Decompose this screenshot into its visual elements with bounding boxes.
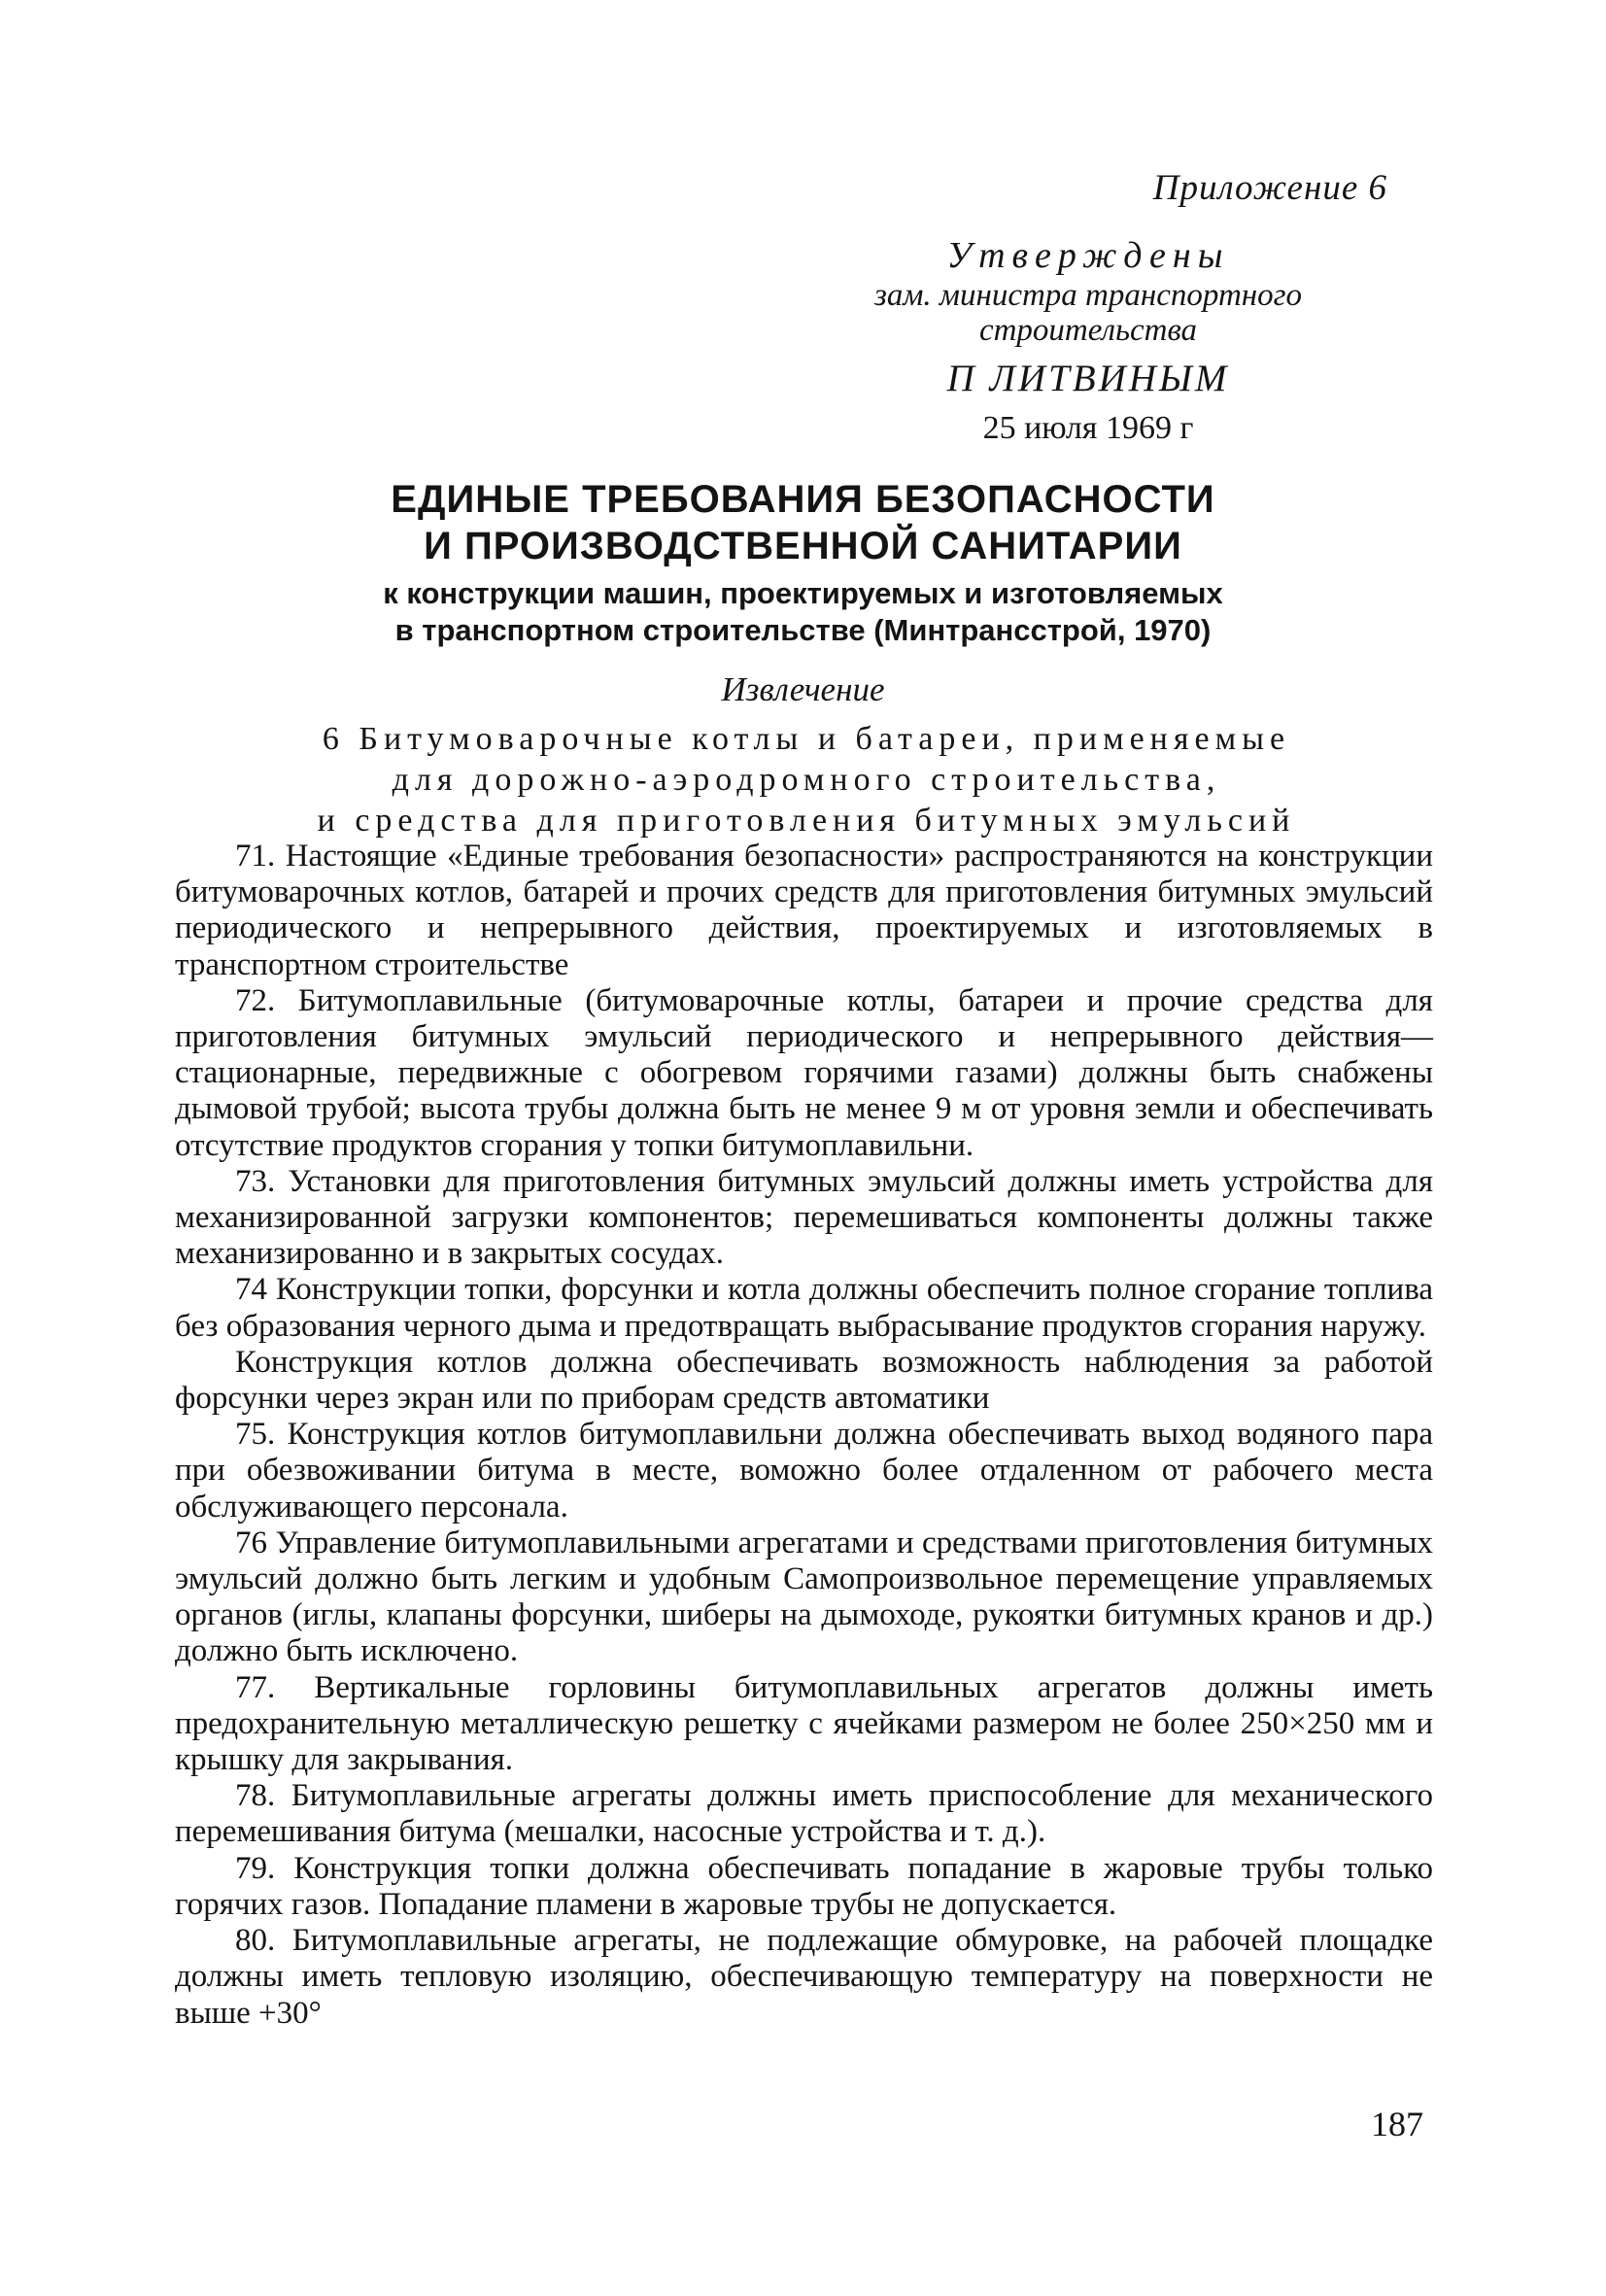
section-heading (170, 719, 1443, 841)
approver-position: зам. министра транспортного (873, 278, 1303, 313)
paragraph-71: 71. Настоящие «Единые требования безопасности» распространяются на конструкции битумоварочных котлов, батарей и прочих средств для приготовления битумных эмульсий периодического и непрерывного действия, проектируемых и изготовляемых в транспортном строительстве (175, 839, 1433, 982)
approver-name: П ЛИТВИНЫМ (946, 358, 1230, 399)
extract-label: Извлечение (721, 670, 885, 708)
section-heading-line-1: 6 Битумоварочные котлы и батареи, применяемые (322, 721, 1291, 757)
title-line-1: ЕДИНЫЕ ТРЕБОВАНИЯ БЕЗОПАСНОСТИ (391, 478, 1215, 521)
title-line-2: И ПРОИЗВОДСТВЕННОЙ САНИТАРИИ (424, 525, 1182, 567)
approver-ministry: строительства (978, 313, 1198, 348)
body-text (175, 839, 1433, 2032)
appendix-label: Приложение 6 (1152, 168, 1387, 208)
section-heading-line-3: и средства для приготовления битумных эмульсий (317, 803, 1296, 839)
approval-block (836, 233, 1341, 453)
title-line-3: к конструкции машин, проектируемых и изготовляемых (383, 576, 1223, 610)
document-title (0, 476, 1606, 649)
paragraph-75: 75. Конструкция котлов битумоплавильни должна обеспечивать выход водяного пара при обезвоживании битума в месте, воможно более отдаленном от рабочего места обслуживающего персонала. (175, 1417, 1433, 1525)
paragraph-76: 76 Управление битумоплавильными агрегатами и средствами приготовления битумных эмульсий должно быть легким и удобным Самопроизвольное перемещение управляемых органов (иглы, клапаны форсунки, шиберы на дымоходе, рукоятки битумных кранов и др.) должно быть исключено. (175, 1525, 1433, 1669)
approved-label: Утверждены (946, 235, 1230, 276)
title-line-4: в транспортном строительстве (Минтрансстрой, 1970) (394, 613, 1212, 647)
paragraph-74-continued: Конструкция котлов должна обеспечивать возможность наблюдения за работой форсунки через экран или по приборам средств автоматики (175, 1344, 1433, 1417)
paragraph-74: 74 Конструкции топки, форсунки и котла должны обеспечить полное сгорание топлива без образования черного дыма и предотвращать выбрасывание продуктов сгорания наружу. (175, 1272, 1433, 1344)
paragraph-77: 77. Вертикальные горловины битумоплавильных агрегатов должны иметь предохранительную металлическую решетку с ячейками размером не более 250×250 мм и крышку для закрывания. (175, 1669, 1433, 1778)
paragraph-79: 79. Конструкция топки должна обеспечивать попадание в жаровые трубы только горячих газов. Попадание пламени в жаровые трубы не допускается. (175, 1850, 1433, 1922)
paragraph-80: 80. Битумоплавильные агрегаты, не подлежащие обмуровке, на рабочей площадке должны иметь тепловую изоляцию, обеспечивающую температуру на поверхности не выше +30° (175, 1923, 1433, 2031)
paragraph-73: 73. Установки для приготовления битумных эмульсий должны иметь устройства для механизированной загрузки компонентов; перемешиваться компоненты должны также механизированно и в закрытых сосудах. (175, 1163, 1433, 1272)
paragraph-72: 72. Битумоплавильные (битумоварочные котлы, батареи и прочие средства для приготовления битумных эмульсий периодического и непрерывного действия—стационарные, передвижные с обогревом горячими газами) должны быть снабжены дымовой трубой; высота трубы должна быть не менее 9 м от уровня земли и обеспечивать отсутствие продуктов сгорания у топки битумоплавильни. (175, 982, 1433, 1163)
approval-date: 25 июля 1969 г (982, 410, 1194, 446)
page-number: 187 (1371, 2105, 1423, 2143)
section-heading-line-2: для дорожно-аэродромного строительства, (392, 762, 1221, 798)
paragraph-78: 78. Битумоплавильные агрегаты должны иметь приспособление для механического перемешивания битума (мешалки, насосные устройства и т. д.). (175, 1778, 1433, 1850)
